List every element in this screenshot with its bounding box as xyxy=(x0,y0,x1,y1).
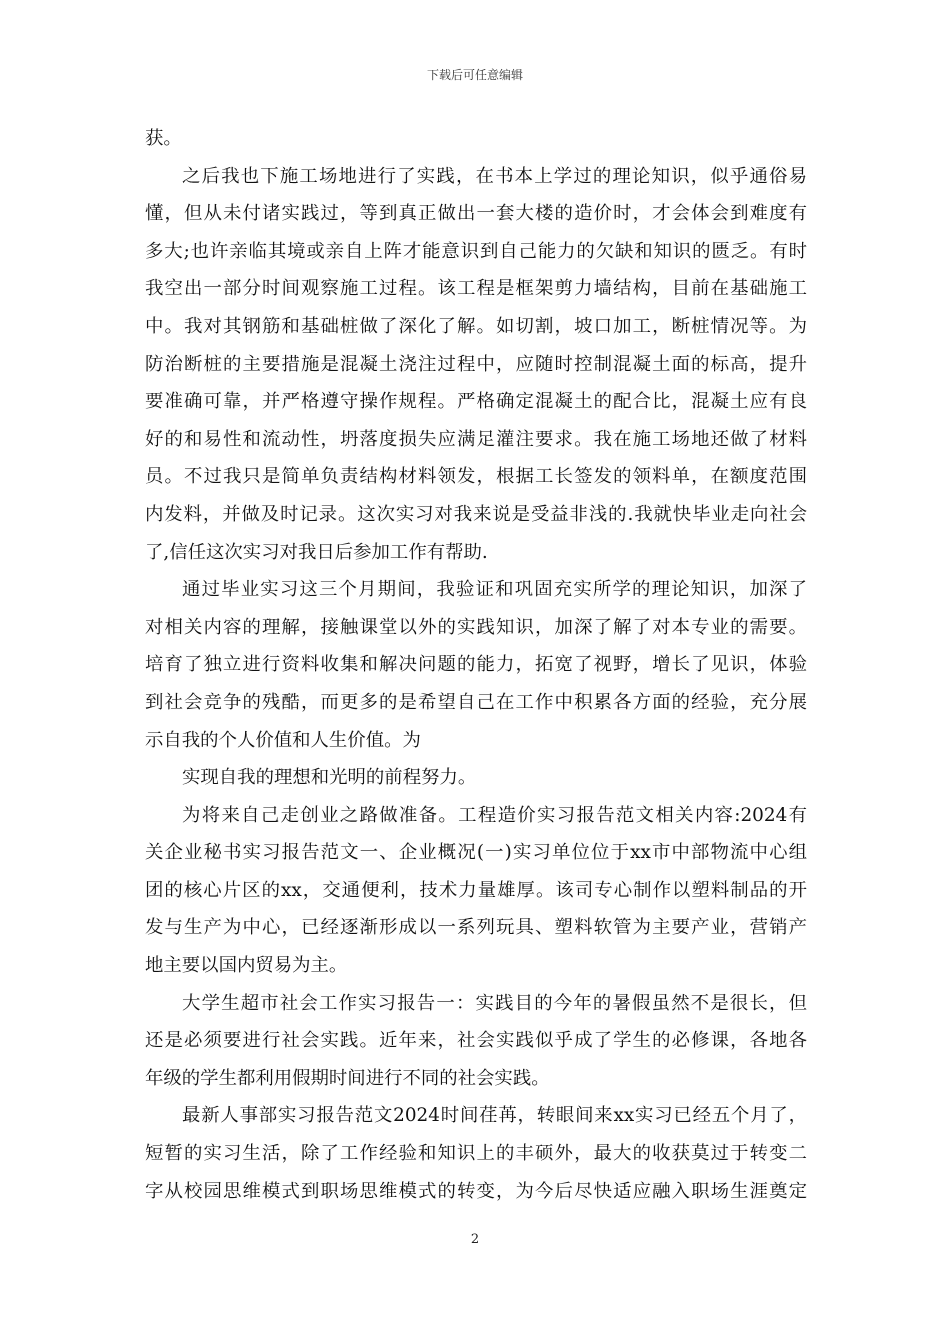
text-line: 我空出一部分时间观察施工过程。该工程是框架剪力墙结构，目前在基础施工 xyxy=(145,278,807,300)
text-line: 多大;也许亲临其境或亲自上阵才能意识到自己能力的欠缺和知识的匮乏。有时 xyxy=(145,240,807,262)
text-line: 字从校园思维模式到职场思维模式的转变，为今后尽快适应融入职场生涯奠定 xyxy=(145,1180,807,1202)
text-line: 地主要以国内贸易为主。 xyxy=(145,955,348,977)
text-line: 实现自我的理想和光明的前程努力。 xyxy=(182,767,477,789)
text-line: 防治断桩的主要措施是混凝土浇注过程中，应随时控制混凝土面的标高，提升 xyxy=(145,353,807,375)
text-line: 之后我也下施工场地进行了实践，在书本上学过的理论知识，似乎通俗易 xyxy=(182,165,807,187)
document-body xyxy=(145,120,807,1210)
text-line: 到社会竞争的残酷，而更多的是希望自己在工作中积累各方面的经验，充分展 xyxy=(145,691,807,713)
text-line: 培育了独立进行资料收集和解决问题的能力，拓宽了视野，增长了见识，体验 xyxy=(145,654,807,676)
text-line: 获。 xyxy=(145,128,182,149)
text-line: 对相关内容的理解，接触课堂以外的实践知识，加深了解了对本专业的需要。 xyxy=(145,616,807,638)
text-line: 内发料，并做及时记录。这次实习对我来说是受益非浅的.我就快毕业走向社会 xyxy=(145,503,807,525)
text-line: 懂，但从未付诸实践过，等到真正做出一套大楼的造价时，才会体会到难度有 xyxy=(145,203,807,225)
text-line: 示自我的个人价值和人生价值。为 xyxy=(145,729,421,751)
text-line: 了,信任这次实习对我日后参加工作有帮助. xyxy=(145,541,488,563)
text-line: 好的和易性和流动性，坍落度损失应满足灌注要求。我在施工场地还做了材料 xyxy=(145,428,807,450)
page-number: 2 xyxy=(470,1232,480,1247)
text-line: 员。不过我只是简单负责结构材料领发，根据工长签发的领料单，在额度范围 xyxy=(145,466,807,488)
text-line: 年级的学生都利用假期时间进行不同的社会实践。 xyxy=(145,1067,550,1089)
text-line: 通过毕业实习这三个月期间，我验证和巩固充实所学的理论知识，加深了 xyxy=(182,579,807,601)
text-line: 要准确可靠，并严格遵守操作规程。严格确定混凝土的配合比，混凝土应有良 xyxy=(145,391,807,413)
text-line: 为将来自己走创业之路做准备。工程造价实习报告范文相关内容:2024有 xyxy=(182,804,807,826)
text-line: 团的核心片区的xx，交通便利，技术力量雄厚。该司专心制作以塑料制品的开 xyxy=(145,879,807,901)
page-header: 下载后可任意编辑 xyxy=(426,68,523,82)
text-line: 还是必须要进行社会实践。近年来，社会实践似乎成了学生的必修课，各地各 xyxy=(145,1030,807,1052)
text-line: 短暂的实习生活，除了工作经验和知识上的丰硕外，最大的收获莫过于转变二 xyxy=(145,1143,807,1165)
text-line: 中。我对其钢筋和基础桩做了深化了解。如切割，坡口加工，断桩情况等。为 xyxy=(145,315,807,337)
text-line: 关企业秘书实习报告范文一、企业概况(一)实习单位位于xx市中部物流中心组 xyxy=(145,842,807,864)
text-line: 大学生超市社会工作实习报告一：实践目的今年的暑假虽然不是很长，但 xyxy=(182,992,807,1014)
text-line: 发与生产为中心，已经逐渐形成以一系列玩具、塑料软管为主要产业，营销产 xyxy=(145,917,807,939)
text-line: 最新人事部实习报告范文2024时间荏苒，转眼间来xx实习已经五个月了， xyxy=(182,1105,807,1127)
